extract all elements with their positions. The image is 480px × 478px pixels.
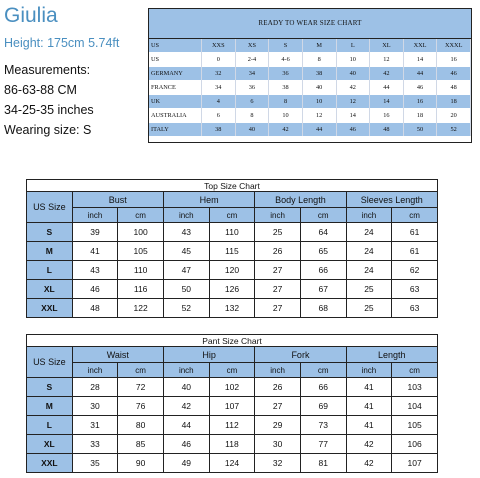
pant-value-cell: 26 — [255, 378, 301, 397]
pant-value-cell: 106 — [392, 435, 438, 454]
rtw-row — [149, 109, 471, 123]
pant-value-cell: 73 — [300, 416, 346, 435]
rtw-row — [149, 123, 471, 137]
top-unit: inch — [72, 208, 118, 223]
rtw-cell: 40 — [302, 81, 336, 95]
top-value-cell: 63 — [392, 280, 438, 299]
rtw-cell: 16 — [437, 53, 471, 67]
pant-row — [27, 378, 438, 397]
rtw-cell: US — [149, 53, 202, 67]
rtw-cell: 38 — [269, 81, 303, 95]
pant-row — [27, 416, 438, 435]
rtw-row — [149, 39, 471, 53]
pant-row — [27, 397, 438, 416]
pant-value-cell: 27 — [255, 397, 301, 416]
rtw-cell: 20 — [437, 109, 471, 123]
rtw-cell: 18 — [437, 95, 471, 109]
top-value-cell: 65 — [300, 242, 346, 261]
top-value-cell: 50 — [163, 280, 209, 299]
rtw-cell: 6 — [202, 109, 236, 123]
rtw-cell: XL — [370, 39, 404, 53]
top-value-cell: 45 — [163, 242, 209, 261]
pant-value-cell: 104 — [392, 397, 438, 416]
top-value-cell: 24 — [346, 242, 392, 261]
top-row — [27, 280, 438, 299]
top-value-cell: 41 — [72, 242, 118, 261]
pant-unit: cm — [300, 363, 346, 378]
rtw-row — [149, 53, 471, 67]
pant-chart-title: Pant Size Chart — [27, 335, 438, 347]
rtw-cell: XXL — [403, 39, 437, 53]
pant-size-cell: XXL — [27, 454, 73, 473]
pant-value-cell: 30 — [72, 397, 118, 416]
rtw-cell: 18 — [403, 109, 437, 123]
wearing-size: Wearing size: S — [4, 123, 92, 137]
pant-value-cell: 46 — [163, 435, 209, 454]
top-value-cell: 110 — [118, 261, 164, 280]
rtw-cell: 8 — [302, 53, 336, 67]
pant-row — [27, 435, 438, 454]
top-group-bust: Bust — [72, 192, 163, 208]
top-value-cell: 100 — [118, 223, 164, 242]
rtw-cell: 36 — [235, 81, 269, 95]
top-row — [27, 242, 438, 261]
top-unit: inch — [163, 208, 209, 223]
pant-value-cell: 40 — [163, 378, 209, 397]
top-group-hem: Hem — [163, 192, 254, 208]
top-value-cell: 27 — [255, 299, 301, 318]
top-size-cell: S — [27, 223, 73, 242]
top-value-cell: 61 — [392, 223, 438, 242]
rtw-cell: 10 — [302, 95, 336, 109]
pant-value-cell: 77 — [300, 435, 346, 454]
pant-value-cell: 28 — [72, 378, 118, 397]
pant-value-cell: 107 — [209, 397, 255, 416]
top-value-cell: 27 — [255, 280, 301, 299]
rtw-cell: 44 — [370, 81, 404, 95]
top-value-cell: 27 — [255, 261, 301, 280]
pant-unit: inch — [72, 363, 118, 378]
rtw-cell: 40 — [336, 67, 370, 81]
rtw-cell: 16 — [370, 109, 404, 123]
top-unit: cm — [209, 208, 255, 223]
rtw-cell: 14 — [336, 109, 370, 123]
pant-value-cell: 32 — [255, 454, 301, 473]
pant-value-cell: 30 — [255, 435, 301, 454]
rtw-cell: 48 — [437, 81, 471, 95]
pant-value-cell: 124 — [209, 454, 255, 473]
rtw-cell: 12 — [302, 109, 336, 123]
pant-value-cell: 107 — [392, 454, 438, 473]
top-value-cell: 47 — [163, 261, 209, 280]
top-value-cell: 62 — [392, 261, 438, 280]
rtw-cell: 38 — [202, 123, 236, 137]
top-chart-title: Top Size Chart — [27, 180, 438, 192]
top-row — [27, 223, 438, 242]
top-size-cell: M — [27, 242, 73, 261]
pant-unit: cm — [118, 363, 164, 378]
top-value-cell: 61 — [392, 242, 438, 261]
rtw-cell: 42 — [269, 123, 303, 137]
pant-group-hip: Hip — [163, 347, 254, 363]
pant-size-label: US Size — [27, 347, 73, 378]
rtw-cell: 38 — [302, 67, 336, 81]
top-value-cell: 25 — [255, 223, 301, 242]
rtw-cell: 16 — [403, 95, 437, 109]
top-value-cell: 43 — [72, 261, 118, 280]
top-value-cell: 120 — [209, 261, 255, 280]
pant-value-cell: 85 — [118, 435, 164, 454]
rtw-row — [149, 67, 471, 81]
rtw-cell: S — [269, 39, 303, 53]
top-size-chart — [26, 179, 438, 318]
rtw-cell: 40 — [235, 123, 269, 137]
top-size-cell: XXL — [27, 299, 73, 318]
top-value-cell: 43 — [163, 223, 209, 242]
rtw-cell: 4 — [202, 95, 236, 109]
pant-value-cell: 42 — [346, 454, 392, 473]
model-height: Height: 175cm 5.74ft — [4, 36, 120, 50]
pant-value-cell: 72 — [118, 378, 164, 397]
pant-size-cell: L — [27, 416, 73, 435]
top-value-cell: 25 — [346, 299, 392, 318]
rtw-cell: UK — [149, 95, 202, 109]
pant-value-cell: 49 — [163, 454, 209, 473]
rtw-cell: 10 — [269, 109, 303, 123]
top-unit: cm — [300, 208, 346, 223]
rtw-cell: XS — [235, 39, 269, 53]
rtw-cell: GERMANY — [149, 67, 202, 81]
pant-unit: cm — [392, 363, 438, 378]
rtw-cell: 34 — [235, 67, 269, 81]
top-value-cell: 66 — [300, 261, 346, 280]
pant-value-cell: 76 — [118, 397, 164, 416]
pant-value-cell: 66 — [300, 378, 346, 397]
pant-row — [27, 454, 438, 473]
rtw-row — [149, 81, 471, 95]
pant-value-cell: 41 — [346, 378, 392, 397]
top-size-cell: XL — [27, 280, 73, 299]
pant-group-fork: Fork — [255, 347, 346, 363]
pant-value-cell: 44 — [163, 416, 209, 435]
top-value-cell: 39 — [72, 223, 118, 242]
top-value-cell: 26 — [255, 242, 301, 261]
rtw-cell: 34 — [202, 81, 236, 95]
top-value-cell: 67 — [300, 280, 346, 299]
rtw-cell: ITALY — [149, 123, 202, 137]
pant-value-cell: 29 — [255, 416, 301, 435]
measurements-cm: 86-63-88 CM — [4, 83, 77, 97]
top-value-cell: 52 — [163, 299, 209, 318]
rtw-table — [149, 39, 471, 136]
top-value-cell: 64 — [300, 223, 346, 242]
rtw-cell: 32 — [202, 67, 236, 81]
top-unit: cm — [118, 208, 164, 223]
top-size-label: US Size — [27, 192, 73, 223]
model-name: Giulia — [4, 4, 58, 27]
rtw-cell: 0 — [202, 53, 236, 67]
pant-value-cell: 31 — [72, 416, 118, 435]
pant-unit: inch — [163, 363, 209, 378]
pant-value-cell: 42 — [346, 435, 392, 454]
pant-size-chart — [26, 334, 438, 473]
rtw-cell: 46 — [437, 67, 471, 81]
pant-value-cell: 35 — [72, 454, 118, 473]
pant-unit: inch — [255, 363, 301, 378]
rtw-cell: L — [336, 39, 370, 53]
rtw-cell: 14 — [370, 95, 404, 109]
measurements-inches: 34-25-35 inches — [4, 103, 94, 117]
pant-group-waist: Waist — [72, 347, 163, 363]
top-value-cell: 126 — [209, 280, 255, 299]
pant-value-cell: 102 — [209, 378, 255, 397]
pant-value-cell: 41 — [346, 397, 392, 416]
pant-value-cell: 90 — [118, 454, 164, 473]
rtw-cell: 2-4 — [235, 53, 269, 67]
pant-value-cell: 118 — [209, 435, 255, 454]
top-value-cell: 115 — [209, 242, 255, 261]
top-unit: inch — [255, 208, 301, 223]
rtw-cell: US — [149, 39, 202, 53]
pant-value-cell: 33 — [72, 435, 118, 454]
top-unit: inch — [346, 208, 392, 223]
top-unit: cm — [392, 208, 438, 223]
pant-unit: cm — [209, 363, 255, 378]
top-row — [27, 299, 438, 318]
rtw-cell: 46 — [403, 81, 437, 95]
rtw-cell: 50 — [403, 123, 437, 137]
pant-size-cell: S — [27, 378, 73, 397]
rtw-cell: 44 — [403, 67, 437, 81]
top-group-body-length: Body Length — [255, 192, 346, 208]
pant-value-cell: 42 — [163, 397, 209, 416]
top-value-cell: 63 — [392, 299, 438, 318]
rtw-cell: XXS — [202, 39, 236, 53]
rtw-cell: 14 — [403, 53, 437, 67]
rtw-cell: 8 — [269, 95, 303, 109]
top-size-cell: L — [27, 261, 73, 280]
pant-value-cell: 112 — [209, 416, 255, 435]
top-value-cell: 24 — [346, 261, 392, 280]
pant-value-cell: 103 — [392, 378, 438, 397]
pant-value-cell: 105 — [392, 416, 438, 435]
top-value-cell: 132 — [209, 299, 255, 318]
top-value-cell: 68 — [300, 299, 346, 318]
rtw-cell: 4-6 — [269, 53, 303, 67]
rtw-cell: 46 — [336, 123, 370, 137]
rtw-cell: M — [302, 39, 336, 53]
top-value-cell: 116 — [118, 280, 164, 299]
pant-group-length: Length — [346, 347, 437, 363]
pant-unit: inch — [346, 363, 392, 378]
rtw-cell: AUSTRALIA — [149, 109, 202, 123]
pant-value-cell: 41 — [346, 416, 392, 435]
rtw-cell: FRANCE — [149, 81, 202, 95]
rtw-cell: 10 — [336, 53, 370, 67]
top-value-cell: 24 — [346, 223, 392, 242]
rtw-cell: 42 — [336, 81, 370, 95]
rtw-cell: 36 — [269, 67, 303, 81]
rtw-cell: 42 — [370, 67, 404, 81]
top-value-cell: 48 — [72, 299, 118, 318]
rtw-cell: 44 — [302, 123, 336, 137]
top-value-cell: 105 — [118, 242, 164, 261]
top-group-sleeves-length: Sleeves Length — [346, 192, 437, 208]
top-value-cell: 110 — [209, 223, 255, 242]
rtw-cell: 48 — [370, 123, 404, 137]
model-info — [4, 4, 146, 143]
rtw-cell: 8 — [235, 109, 269, 123]
rtw-cell: 6 — [235, 95, 269, 109]
rtw-cell: 52 — [437, 123, 471, 137]
pant-size-cell: M — [27, 397, 73, 416]
rtw-cell: 12 — [370, 53, 404, 67]
pant-value-cell: 80 — [118, 416, 164, 435]
pant-value-cell: 81 — [300, 454, 346, 473]
rtw-row — [149, 95, 471, 109]
rtw-title: READY TO WEAR SIZE CHART — [149, 9, 471, 39]
rtw-cell: XXXL — [437, 39, 471, 53]
top-value-cell: 25 — [346, 280, 392, 299]
top-value-cell: 46 — [72, 280, 118, 299]
ready-to-wear-chart — [148, 8, 472, 143]
top-row — [27, 261, 438, 280]
measurements-title: Measurements: — [4, 63, 91, 77]
pant-value-cell: 69 — [300, 397, 346, 416]
rtw-cell: 12 — [336, 95, 370, 109]
top-value-cell: 122 — [118, 299, 164, 318]
pant-size-cell: XL — [27, 435, 73, 454]
